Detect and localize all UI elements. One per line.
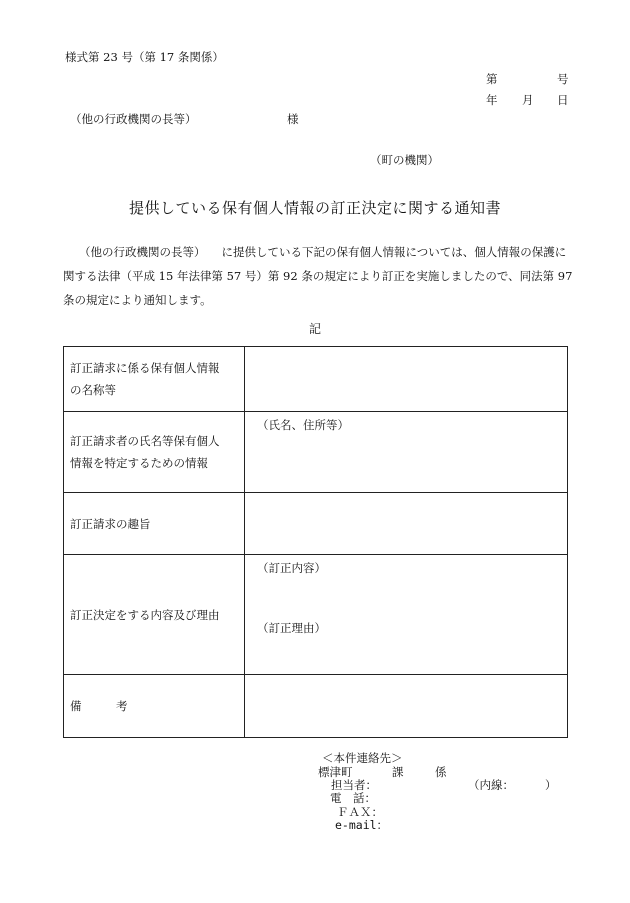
doc-number-suffix: 号 [557,72,569,86]
date-year-label: 年 [486,93,498,107]
decision-content-note: （訂正内容） [257,561,326,575]
row-value-purpose [245,493,568,555]
contact-dept-kakari: 係 [435,765,447,779]
table-row-identity [64,412,568,493]
contact-header: ＜本件連絡先＞ [322,751,403,765]
row2-label-line-b: 情報を特定するための情報 [70,456,208,470]
row-value-name [245,347,568,412]
row-value-identity [245,412,568,493]
identity-note: （氏名、住所等） [257,418,349,432]
row1-label-line-a: 訂正請求に係る保有個人情報 [70,361,220,375]
contact-person-label: 担当者： [331,778,377,792]
document-title: 提供している保有個人情報の訂正決定に関する通知書 [128,199,501,217]
body-line-1 [63,240,569,264]
doc-number-label: 第 [486,72,498,86]
row-label-remarks [64,675,245,738]
row4-label-line: 訂正決定をする内容及び理由 [70,607,220,622]
recipient-honorific: 様 [287,112,299,126]
row-label-name [64,347,245,412]
body-line-1-rest: に提供している下記の保有個人情報については、個人情報の保護に [221,245,567,259]
recipient-name: （他の行政機関の長等） [70,112,197,126]
contact-fax-label: ＦＡＸ： [337,805,383,819]
decision-reason-note: （訂正理由） [257,621,326,635]
date-month-label: 月 [522,93,534,107]
table-row-purpose [64,493,568,555]
row5-label-line: 備 考 [70,699,128,713]
contact-tel-label: 電 話： [330,791,376,805]
row-label-purpose [64,493,245,555]
row1-label-line-b: の名称等 [70,383,116,397]
body-line-3: 条の規定により通知します。 [63,293,212,307]
body-paragraph [63,240,573,312]
row-label-identity [64,412,245,493]
contact-extension-close: ） [545,778,557,792]
sender-organization: （町の機関） [370,153,439,167]
contact-dept-town: 標津町 [318,765,353,779]
ki-label: 記 [308,322,321,336]
detail-table [63,346,568,738]
table-row-name [64,347,568,412]
table-row-decision [64,555,568,675]
row2-label-line-a: 訂正請求者の氏名等保有個人 [70,434,220,448]
body-recipient: （他の行政機関の長等） [79,245,206,259]
row-value-decision [245,555,568,675]
row-value-remarks [245,675,568,738]
contact-extension-label: （内線： [468,778,514,792]
table-row-remarks [64,675,568,738]
body-line-2: 関する法律（平成 15 年法律第 57 号）第 92 条の規定により訂正を実施しましたので、同法第 97 [63,269,573,283]
form-number: 様式第 23 号（第 17 条関係） [65,50,224,64]
row-label-decision [64,555,245,675]
contact-email-label: e-mail： [335,818,389,832]
row3-label-line: 訂正請求の趣旨 [70,516,151,531]
date-day-label: 日 [557,93,569,107]
contact-dept-ka: 課 [392,765,404,779]
